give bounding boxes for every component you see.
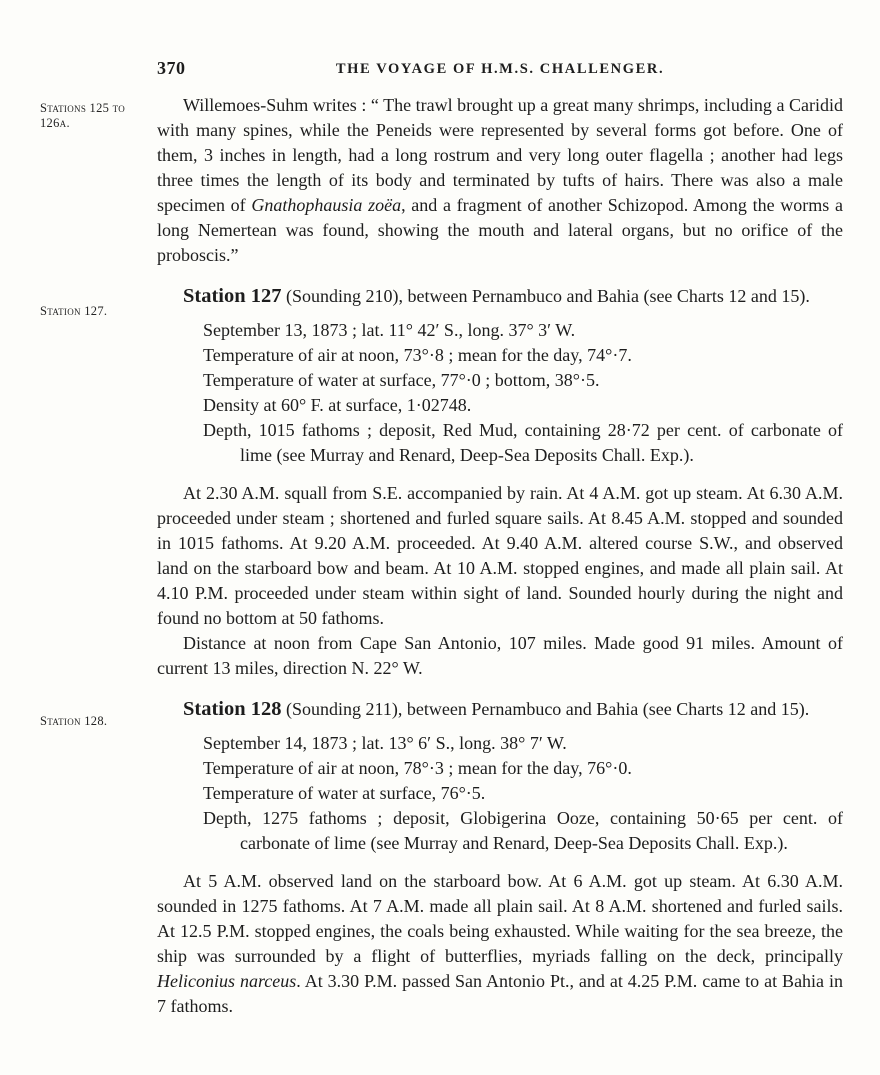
station-127-water-temperature-line: Temperature of water at surface, 77°·0 ; bottom, 38°·5. xyxy=(203,370,600,390)
station-127-name: Station 127 xyxy=(183,285,282,307)
station-128-date-position-line: September 14, 1873 ; lat. 13° 6′ S., long. 38° 7′ W. xyxy=(203,733,567,753)
station-128-narrative-paragraph: At 5 A.M. observed land on the starboard bow. At 6 A.M. got up steam. At 6.30 A.M. sounded in 1275 fathoms. At 7 A.M. made all plain sail. At 8 A.M. shortened and furled sails. At 12.5 P.M. stopped engines, the coals being exhausted. While waiting for the sea breeze, the ship was surrounded by a flight of butterflies, myriads falling on the deck, principally Heliconius narceus. At 3.30 P.M. passed San Antonio Pt., and at 4.25 P.M. came to at Bahia in 7 fathoms. xyxy=(157,871,843,1016)
station-128-depth-deposit-line: Depth, 1275 fathoms ; deposit, Globigerina Ooze, containing 50·65 per cent. of carbonate of lime (see Murray and Renard, Deep-Sea Deposits Chall. Exp.). xyxy=(203,808,843,853)
station-127-data-block xyxy=(157,318,843,468)
station-127-date-position-line: September 13, 1873 ; lat. 11° 42′ S., long. 37° 3′ W. xyxy=(203,320,576,340)
station-127-density-line: Density at 60° F. at surface, 1·02748. xyxy=(203,395,472,415)
station-127-narrative-paragraph: At 2.30 A.M. squall from S.E. accompanied by rain. At 4 A.M. got up steam. At 6.30 A.M. proceeded under steam ; shortened and furled square sails. At 8.45 A.M. stopped and sounded in 1015 fathoms. At 9.20 A.M. proceeded. At 9.40 A.M. altered course S.W., and observed land on the starboard bow and beam. At 10 A.M. stopped engines, and made all plain sail. At 4.10 P.M. proceeded under steam within sight of land. Sounded hourly during the night and found no bottom at 50 fathoms. xyxy=(157,483,843,628)
running-title: THE VOYAGE OF H.M.S. CHALLENGER. xyxy=(335,61,665,77)
margin-note-stations-125-to-126a: Stations 125 to 126a. xyxy=(40,101,126,130)
station-128-water-temperature-line: Temperature of water at surface, 76°·5. xyxy=(203,783,486,803)
page-content xyxy=(157,93,843,1019)
intro-paragraph: Willemoes-Suhm writes : “ The trawl brought up a great many shrimps, including a Caridid with many spines, while the Peneids were represented by several forms got before. One of them, 3 inches in length, had a long rostrum and very long outer flagella ; another had legs three times the length of its body and terminated by tufts of hairs. There was also a male specimen of Gnathophausia zoëa, and a fragment of another Schizopod. Among the worms a long Nemertean was found, showing the mouth and lateral organs, but no orifice of the proboscis.” xyxy=(157,95,843,265)
station-128-heading xyxy=(157,695,843,723)
station-127-heading xyxy=(157,282,843,310)
station-128-data-block xyxy=(157,731,843,856)
station-127-air-temperature-line: Temperature of air at noon, 73°·8 ; mean for the day, 74°·7. xyxy=(203,345,632,365)
station-128-air-temperature-line: Temperature of air at noon, 78°·3 ; mean for the day, 76°·0. xyxy=(203,758,632,778)
station-127-distance-paragraph: Distance at noon from Cape San Antonio, 107 miles. Made good 91 miles. Amount of current 13 miles, direction N. 22° W. xyxy=(157,633,843,678)
margin-note-station-128: Station 128. xyxy=(40,714,108,728)
station-127-depth-deposit-line: Depth, 1015 fathoms ; deposit, Red Mud, containing 28·72 per cent. of carbonate of lime (see Murray and Renard, Deep-Sea Deposits Chall. Exp.). xyxy=(203,420,843,465)
station-128-heading-rest: (Sounding 211), between Pernambuco and Bahia (see Charts 12 and 15). xyxy=(281,699,810,719)
station-128-name: Station 128 xyxy=(183,698,282,720)
margin-note-station-127: Station 127. xyxy=(40,304,108,318)
page-header xyxy=(157,58,843,82)
page-number: 370 xyxy=(157,58,186,78)
station-127-heading-rest: (Sounding 210), between Pernambuco and Bahia (see Charts 12 and 15). xyxy=(281,286,810,306)
